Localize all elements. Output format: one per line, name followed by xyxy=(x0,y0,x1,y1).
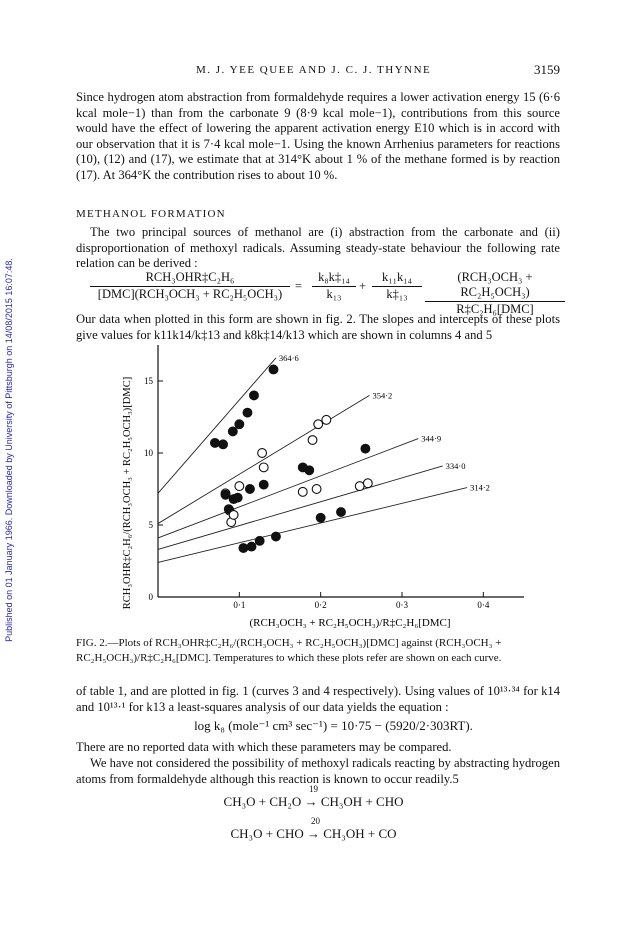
arrhenius-equation: log k₈ (mole⁻¹ cm³ sec⁻¹) = 10·75 − (5920/2·303RT). xyxy=(194,718,473,733)
open-data-point xyxy=(259,463,268,472)
scatter-chart xyxy=(112,335,532,635)
curve-label: 314·2 xyxy=(470,482,490,493)
x-tick-label: 0·2 xyxy=(314,600,327,610)
reaction-20: CH₃O + CHO → CH₃OH + CO xyxy=(230,826,397,841)
y-tick-label: 0 xyxy=(148,592,153,602)
y-axis-label: RCH₃OHR‡C₂H₆/(RCH₃OCH₃ + RC₂H₅OCH₃)[DMC] xyxy=(122,376,133,610)
reaction-20-number: 20 xyxy=(311,816,320,826)
open-data-point xyxy=(314,420,323,429)
curve-label: 334·0 xyxy=(445,460,466,471)
filled-data-point xyxy=(272,532,281,541)
filled-data-point xyxy=(246,485,255,494)
eq-lhs-numerator: RCH₃OHR‡C₂H₆ xyxy=(145,270,235,284)
eq-term2-denominator: k‡₁₃ xyxy=(372,286,422,302)
filled-data-point xyxy=(316,513,325,522)
page-number: 3159 xyxy=(534,62,560,77)
x-tick-label: 0·3 xyxy=(396,600,408,610)
y-tick-label: 15 xyxy=(144,376,153,386)
open-data-point xyxy=(298,487,307,496)
paragraph-methoxyl: We have not considered the possibility of methoxyl radicals reacting by abstracting hydrogen atoms from formaldehyde although this reaction is known to occur readily.5 xyxy=(76,756,560,786)
rate-relation-equation xyxy=(90,270,560,316)
reaction-19: CH₃O + CH₂O → CH₃OH + CHO xyxy=(223,794,404,809)
eq-term1-denominator: k₁₃ xyxy=(312,286,356,302)
fit-line xyxy=(158,395,369,523)
filled-data-point xyxy=(361,444,370,453)
eq-term2-numerator: k₁₁k₁₄ xyxy=(382,270,412,284)
open-data-point xyxy=(308,436,317,445)
paragraph-plot-description: Our data when plotted in this form are shown in fig. 2. The slopes and intercepts of these plots give values for k11k14/k‡13 and k8k‡14/k13 which are shown in columns 4 and 5 xyxy=(76,312,560,342)
download-watermark xyxy=(0,130,18,770)
section-title: METHANOL FORMATION xyxy=(76,208,226,220)
eq-plus: + xyxy=(359,279,367,293)
filled-data-point xyxy=(221,490,230,499)
filled-data-point xyxy=(228,427,237,436)
data-points xyxy=(211,365,373,552)
open-data-point xyxy=(322,415,331,424)
filled-data-point xyxy=(219,440,228,449)
filled-data-point xyxy=(259,480,268,489)
y-tick-label: 5 xyxy=(148,520,153,530)
curve-label: 354·2 xyxy=(372,390,393,401)
paragraph-no-data: There are no reported data with which these parameters may be compared. xyxy=(76,740,452,754)
filled-data-point xyxy=(235,420,244,429)
paragraph-methanol-sources: The two principal sources of methanol are (i) abstraction from the carbonate and (ii) disproportionation of methoxyl radicals. Assuming steady-state behaviour the following rate relation can be derived : xyxy=(76,225,560,271)
eq-lhs-denominator: [DMC](RCH₃OCH₃ + RC₂H₅OCH₃) xyxy=(90,286,290,302)
filled-data-point xyxy=(337,508,346,517)
x-tick-label: 0·1 xyxy=(233,600,246,610)
eq-term3-numerator: (RCH₃OCH₃ + RC₂H₅OCH₃) xyxy=(457,270,533,299)
fit-lines xyxy=(158,358,467,562)
header-authors: M. J. YEE QUEE AND J. C. J. THYNNE xyxy=(196,64,432,76)
open-data-point xyxy=(258,449,267,458)
open-data-point xyxy=(229,511,238,520)
figure-caption: FIG. 2.—Plots of RCH₃OHR‡C₂H₆/(RCH₃OCH₃ + RC₂H₅OCH₃)[DMC] against (RCH₃OCH₃ + RC₂H₅OCH₃)/R‡C₂H₆[DMC]. Temperatures to which these plots refer are shown on each curve. xyxy=(76,637,502,664)
paragraph-table-reference: of table 1, and are plotted in fig. 1 (curves 3 and 4 respectively). Using values of 10¹³·³⁴ for k14 and 10¹³·¹ for k13 a least-squares analysis of our data yields the equation : xyxy=(76,684,560,714)
fit-line xyxy=(158,466,443,550)
filled-data-point xyxy=(255,536,264,545)
figure-2 xyxy=(112,335,532,635)
filled-data-point xyxy=(305,466,314,475)
eq-term3-denominator: R‡C₂H₆[DMC] xyxy=(425,301,565,317)
curve-label: 364·6 xyxy=(278,352,299,363)
filled-data-point xyxy=(239,544,248,553)
open-data-point xyxy=(235,482,244,491)
chart-axes xyxy=(144,345,524,610)
fit-line xyxy=(158,488,467,563)
fit-line xyxy=(158,439,418,538)
filled-data-point xyxy=(247,542,256,551)
eq-equals: = xyxy=(295,279,303,293)
fit-line xyxy=(158,358,276,493)
filled-data-point xyxy=(269,365,278,374)
eq-term1-numerator: k₈k‡₁₄ xyxy=(318,270,350,284)
filled-data-point xyxy=(233,493,242,502)
filled-data-point xyxy=(250,391,259,400)
download-watermark-text: Published on 01 January 1966. Downloaded by University of Pittsburgh on 14/08/2015 16:07:48. xyxy=(4,258,14,642)
x-tick-label: 0·4 xyxy=(477,600,490,610)
reaction-19-number: 19 xyxy=(309,784,318,794)
y-tick-label: 10 xyxy=(144,448,153,458)
open-data-point xyxy=(363,479,372,488)
open-data-point xyxy=(355,482,364,491)
filled-data-point xyxy=(211,439,220,448)
paragraph-activation-energy: Since hydrogen atom abstraction from formaldehyde requires a lower activation energy 15 (6·6 kcal mole−1) than from the carbonate 9 (8·9 kcal mole−1), contributions from this source would have the effect of lowering the apparent activation energy E10 which is in accord with our observation that it is 7·4 kcal mole−1. Using the known Arrhenius parameters for reactions (10), (12) and (17), we estimate that at 314°K about 1 % of the methane formed is by reaction (17). At 364°K the contribution rises to about 10 %. xyxy=(76,90,560,182)
curve-label: 344·9 xyxy=(421,433,442,444)
x-axis-label: (RCH₃OCH₃ + RC₂H₅OCH₃)/R‡C₂H₆[DMC] xyxy=(249,617,451,629)
filled-data-point xyxy=(243,408,252,417)
open-data-point xyxy=(312,485,321,494)
running-header xyxy=(76,64,560,82)
